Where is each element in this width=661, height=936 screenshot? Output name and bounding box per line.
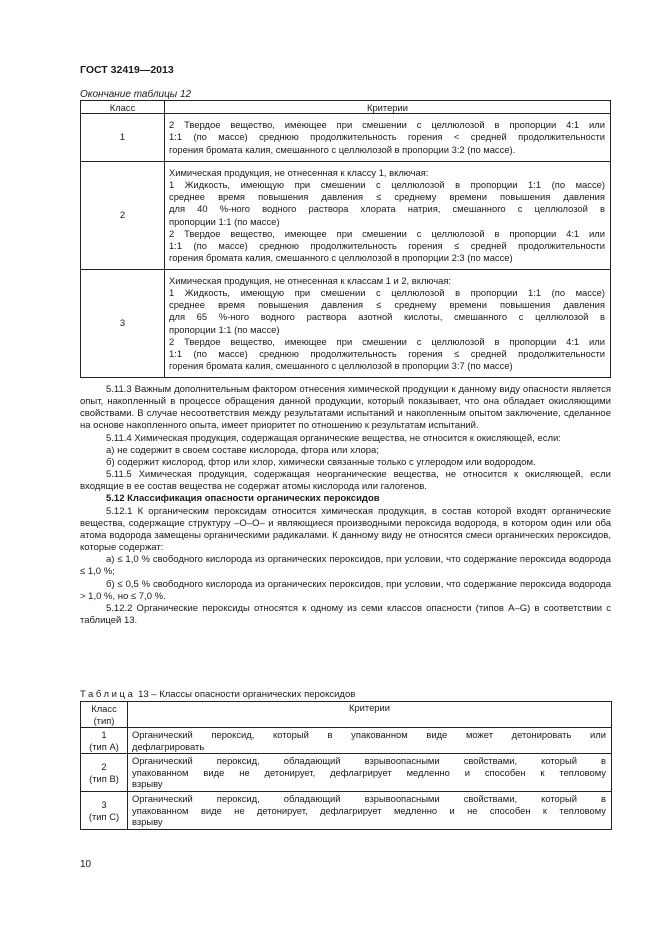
criteria-line: упакованном виде не детонирует, дефлагрирует медленно и не способен к тепловому [132, 804, 606, 816]
criteria-cell [165, 114, 611, 162]
criteria-line: 2 Твердое вещество, имеющее при смешении с целлюлозой в пропорции 4:1 или [169, 335, 605, 347]
criteria-line: горения бромата калия, смешанного с целлюлозой в пропорции 3:7 (по массе) [169, 359, 513, 371]
criteria-line: Химическая продукция, не отнесенная к классам 1 и 2, включая: [169, 275, 452, 287]
column-header-criteria: Критерии [128, 702, 612, 728]
criteria-line: Химическая продукция, не отнесенная к классу 1, включая: [169, 167, 429, 179]
criteria-line: взрыву [132, 778, 163, 790]
class-cell [81, 792, 128, 830]
list-item-b: б) содержит кислород, фтор или хлор, химически связанные только с углеродом или водородом. [106, 456, 536, 468]
paragraph-5-11-3: 5.11.3 Важным дополнительным фактором отнесения химической продукции к данному виду опасности является опыт, накопленный в процессе обращения данной продукции, который показывает, что она обладает окисляющими свойствами. В случае несоответствия между результатами испытаний и накопленным опытом заключение, сделанное на основе накопленного опыта, имеет приоритет по отношению к результатам испытаний. [80, 384, 611, 432]
criteria-line: 1:1 (по массе) среднюю продолжительность горения < средней продолжительности [169, 131, 605, 143]
class-type: (тип B) [89, 772, 119, 784]
paragraph-5-12-1: 5.12.1 К органическим пероксидам относится химическая продукция, в состав которой входят органические вещества, содержащие структуру –O–O– и являющиеся производными пероксида водорода, в котором один или оба атома водорода замещены органическими радикалами. К данному виду не относятся смеси органических пероксидов, которые содержат: [80, 505, 611, 554]
criteria-cell [128, 728, 612, 754]
class-type: (тип C) [88, 810, 120, 822]
column-header-class [81, 702, 128, 728]
criteria-cell [165, 270, 611, 378]
list-item-b: б) ≤ 0,5 % свободного кислорода из органических пероксидов, при условии, что содержание пероксида водорода > 1,0 %, но ≤ 7,0 %. [80, 578, 611, 602]
column-header-class: Класс [81, 101, 165, 114]
table-13 [80, 701, 612, 830]
criteria-line: горения бромата калия, смешанного с целлюлозой в пропорции 3:2 (по массе). [169, 143, 516, 155]
class-number: 1 [101, 729, 107, 740]
table13-caption [80, 689, 355, 700]
column-header-class-line: Класс [91, 702, 117, 714]
criteria-line: Органический пероксид, который в упакованном виде может детонировать или [132, 729, 606, 740]
criteria-line: для 65 %-ного водного раствора азотной кислоты, смешанного с целлюлозой в [169, 311, 605, 323]
table-header-row [81, 702, 612, 728]
criteria-line: взрыву [132, 816, 163, 828]
table-row [81, 728, 612, 754]
criteria-line: пропорции 1:1 (по массе) [169, 215, 280, 227]
table-row [81, 792, 612, 830]
table-row [81, 162, 611, 270]
column-header-type-line: (тип) [93, 714, 115, 726]
criteria-line: среднее время повышения давления ≤ среднему времени повышения давления [169, 299, 605, 311]
document-header: ГОСТ 32419—2013 [80, 64, 174, 76]
criteria-line: 1:1 (по массе) среднюю продолжительность горения ≤ средней продолжительности [169, 347, 605, 359]
paragraph-5-11-5: 5.11.5 Химическая продукция, содержащая неорганические вещества, не относится к окисляющей, если входящие в ее состав вещества не содержат атомы кислорода или галогенов. [80, 469, 611, 493]
table-header-row [81, 101, 611, 114]
table13-caption-title: 13 – Классы опасности органических пероксидов [135, 689, 356, 700]
criteria-line: 1 Жидкость, имеющую при смешении с целлюлозой в пропорции 1:1 (по массе) [169, 179, 605, 191]
criteria-line: среднее время повышения давления ≤ среднему времени повышения давления [169, 191, 605, 203]
column-header-criteria: Критерии [165, 101, 611, 114]
criteria-line: 1:1 (по массе) среднюю продолжительность горения ≤ средней продолжительности [169, 239, 605, 251]
criteria-cell [165, 162, 611, 270]
criteria-line: горения бромата калия, смешанного с целлюлозой в пропорции 2:3 (по массе) [169, 251, 513, 263]
class-number: 2 [101, 761, 107, 773]
criteria-cell [128, 792, 612, 830]
class-cell [81, 728, 128, 754]
criteria-line: дефлагрировать [132, 740, 205, 752]
class-type: (тип A) [89, 740, 119, 752]
page-number: 10 [80, 859, 92, 870]
class-cell: 2 [81, 162, 165, 270]
list-item-a: а) ≤ 1,0 % свободного кислорода из органических пероксидов, при условии, что содержание пероксида водорода ≤ 1,0 %; [80, 554, 611, 578]
class-cell [81, 754, 128, 792]
table12-caption: Окончание таблицы 12 [80, 89, 192, 100]
section-heading-5-12: 5.12 Классификация опасности органических пероксидов [106, 493, 380, 505]
criteria-line: 2 Твердое вещество, имеющее при смешении с целлюлозой в пропорции 4:1 или [169, 227, 605, 239]
criteria-line: Органический пероксид, обладающий взрывоопасными свойствами, который в [132, 755, 606, 767]
criteria-line: Органический пероксид, обладающий взрывоопасными свойствами, который в [132, 793, 606, 805]
class-cell: 3 [81, 270, 165, 378]
table-row [81, 270, 611, 378]
class-number: 3 [101, 799, 107, 811]
criteria-line: для 40 %-ного водного раствора хлората натрия, смешанного с целлюлозой в [169, 203, 605, 215]
class-cell: 1 [81, 114, 165, 162]
criteria-line: пропорции 1:1 (по массе) [169, 323, 280, 335]
table-row [81, 114, 611, 162]
table-row [81, 754, 612, 792]
criteria-line: упакованном виде не детонирует, дефлагрирует медленно и способен к тепловому [132, 766, 606, 778]
criteria-line: 1 Жидкость, имеющую при смешении с целлюлозой в пропорции 1:1 (по массе) [169, 287, 605, 299]
paragraph-5-11-4: 5.11.4 Химическая продукция, содержащая органические вещества, не относится к окисляющей, если: [106, 432, 561, 444]
table-12 [80, 100, 611, 378]
criteria-cell [128, 754, 612, 792]
criteria-line: 2 Твердое вещество, имеющее при смешении с целлюлозой в пропорции 4:1 или [169, 119, 605, 131]
list-item-a: а) не содержит в своем составе кислорода, фтора или хлора; [106, 444, 379, 456]
table13-caption-prefix: Таблица [80, 689, 136, 700]
body-text [80, 384, 611, 627]
paragraph-5-12-2: 5.12.2 Органические пероксиды относятся к одному из семи классов опасности (типов A–G) в соответствии с таблицей 13. [80, 602, 611, 626]
